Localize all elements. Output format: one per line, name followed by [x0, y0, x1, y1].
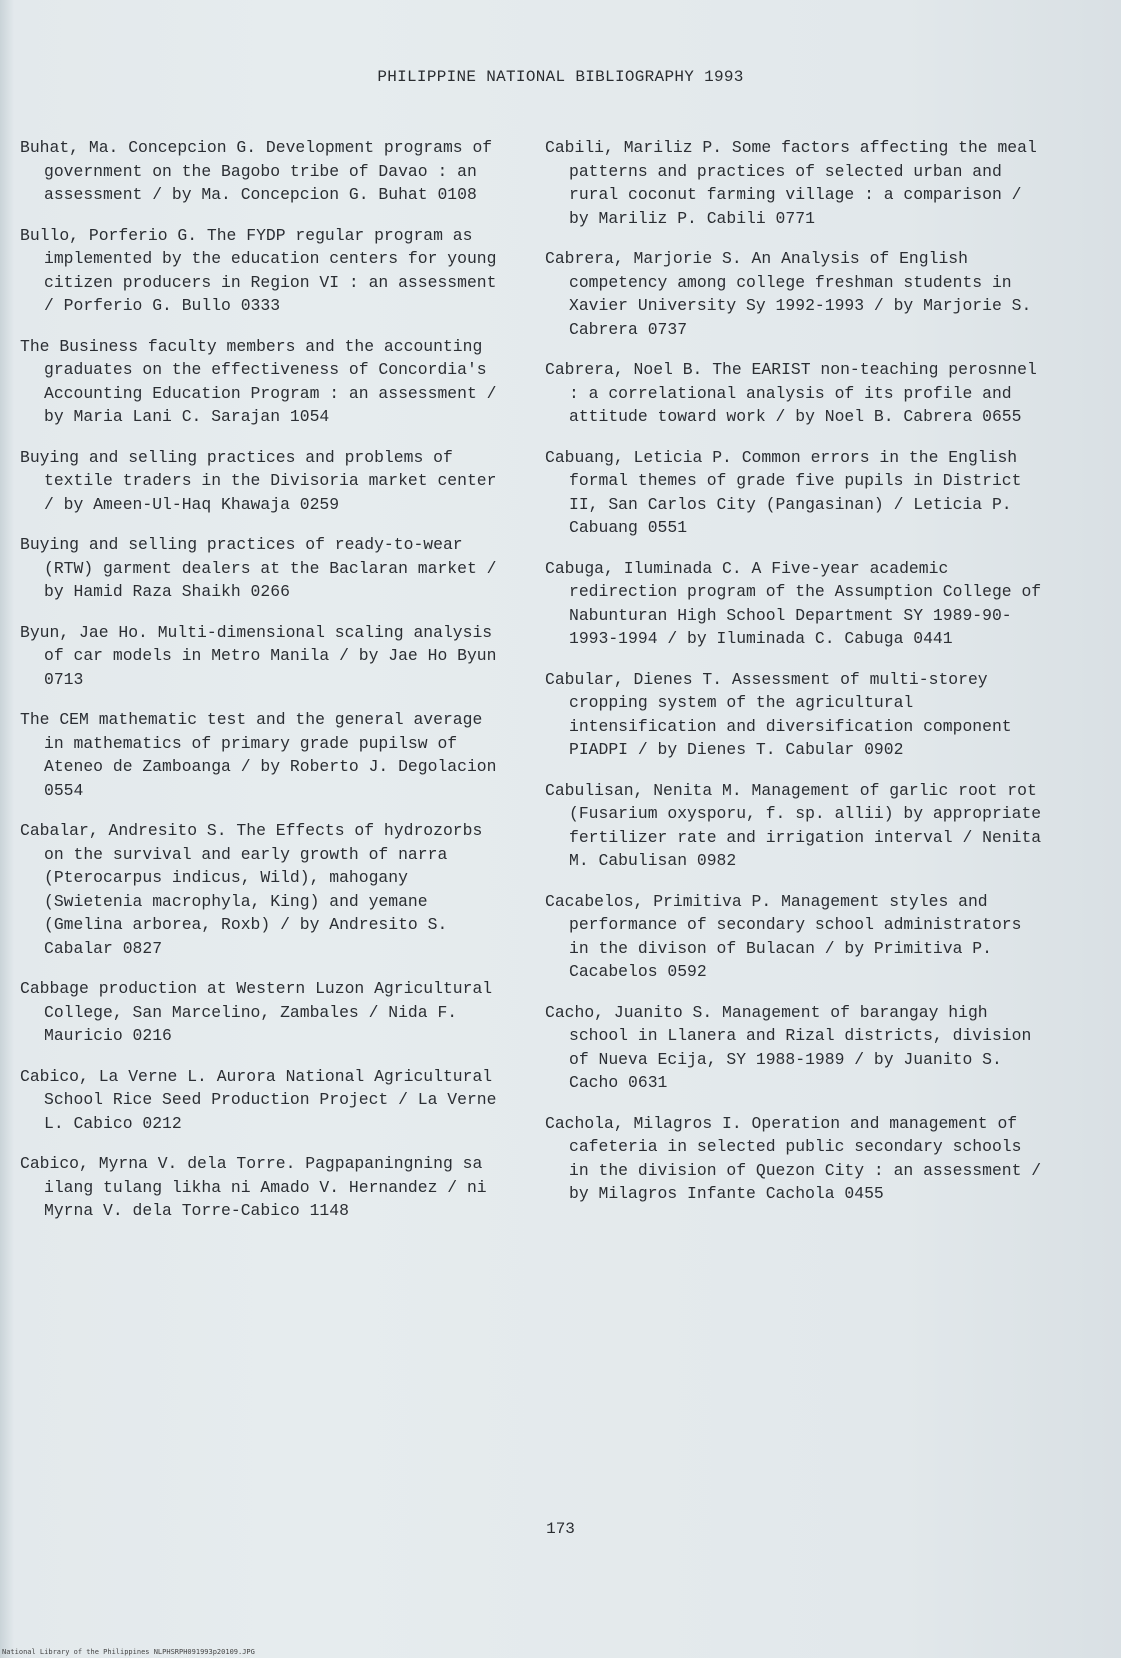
page-header: PHILIPPINE NATIONAL BIBLIOGRAPHY 1993 — [377, 68, 744, 86]
bibliography-entry: Byun, Jae Ho. Multi-dimensional scaling analysis of car models in Metro Manila / by Jae Ho Byun 0713 — [20, 622, 497, 689]
bibliography-entry: Bullo, Porferio G. The FYDP regular program as implemented by the education centers for young citizen producers in Region VI : an assessment / Porferio G. Bullo 0333 — [20, 225, 497, 315]
bibliography-entry: Cachola, Milagros I. Operation and management of cafeteria in selected public secondary schools in the division of Quezon City : an assessment / by Milagros Infante Cachola 0455 — [545, 1113, 1042, 1203]
bibliography-entry: Cabrera, Marjorie S. An Analysis of English competency among college freshman students in Xavier University Sy 1992-1993 / by Marjorie S. Cabrera 0737 — [545, 249, 1032, 339]
bibliography-entry: The CEM mathematic test and the general average in mathematics of primary grade pupilsw of Ateneo de Zamboanga / by Roberto J. Degolacion 0554 — [20, 710, 497, 800]
bibliography-entry: Cabico, Myrna V. dela Torre. Pagpapaningning sa ilang tulang likha ni Amado V. Hernandez / ni Myrna V. dela Torre-Cabico 1148 — [20, 1154, 487, 1220]
bibliography-entry: The Business faculty members and the accounting graduates on the effectiveness of Concordia's Accounting Education Program : an assessment / by Maria Lani C. Sarajan 1054 — [20, 336, 497, 426]
bibliography-entry: Cacabelos, Primitiva P. Management styles and performance of secondary school administrators in the divison of Bulacan / by Primitiva P. Cacabelos 0592 — [545, 891, 1022, 981]
bibliography-entry: Cabrera, Noel B. The EARIST non-teaching perosnnel : a correlational analysis of its profile and attitude toward work / by Noel B. Cabrera 0655 — [545, 360, 1037, 426]
bibliography-entry: Cabuang, Leticia P. Common errors in the English formal themes of grade five pupils in District II, San Carlos City (Pangasinan) / Leticia P. Cabuang 0551 — [545, 447, 1022, 537]
bibliography-entry: Cabico, La Verne L. Aurora National Agricultural School Rice Seed Production Project / La Verne L. Cabico 0212 — [20, 1066, 497, 1133]
bibliography-entry: Cacho, Juanito S. Management of barangay high school in Llanera and Rizal districts, division of Nueva Ecija, SY 1988-1989 / by Juanito S. Cacho 0631 — [545, 1002, 1032, 1092]
bibliography-entry: Buying and selling practices and problems of textile traders in the Divisoria market center / by Ameen-Ul-Haq Khawaja 0259 — [20, 447, 497, 514]
bibliography-entry: Cabuga, Iluminada C. A Five-year academic redirection program of the Assumption College of Nabunturan High School Department SY 1989-90-1993-1994 / by Iluminada C. Cabuga 0441 — [545, 558, 1042, 648]
scan-credit: National Library of the Philippines NLPHSRPH091993p20109.JPG — [2, 1648, 255, 1656]
right-column — [545, 136, 1045, 1223]
left-column — [20, 136, 510, 1240]
bibliography-entry: Cabbage production at Western Luzon Agricultural College, San Marcelino, Zambales / Nida F. Mauricio 0216 — [20, 979, 493, 1045]
bibliography-entry: Cabili, Mariliz P. Some factors affecting the meal patterns and practices of selected urban and rural coconut farming village : a comparison / by Mariliz P. Cabili 0771 — [545, 138, 1037, 228]
bibliography-entry: Buhat, Ma. Concepcion G. Development programs of government on the Bagobo tribe of Davao : an assessment / by Ma. Concepcion G. Buhat 0108 — [20, 138, 493, 204]
bibliography-entry: Cabulisan, Nenita M. Management of garlic root rot (Fusarium oxysporu, f. sp. allii) by appropriate fertilizer rate and irrigation interval / Nenita M. Cabulisan 0982 — [545, 780, 1042, 870]
bibliography-entry: Cabalar, Andresito S. The Effects of hydrozorbs on the survival and early growth of narra (Pterocarpus indicus, Wild), mahogany (Swietenia macrophyla, King) and yemane (Gmelina arborea, Roxb) / by Andresito S. Cabalar 0827 — [20, 821, 483, 958]
page-number: 173 — [546, 1520, 575, 1538]
bibliography-entry: Buying and selling practices of ready-to-wear (RTW) garment dealers at the Baclaran market / by Hamid Raza Shaikh 0266 — [20, 535, 497, 601]
bibliography-entry: Cabular, Dienes T. Assessment of multi-storey cropping system of the agricultural intensification and diversification component PIADPI / by Dienes T. Cabular 0902 — [545, 669, 1012, 759]
